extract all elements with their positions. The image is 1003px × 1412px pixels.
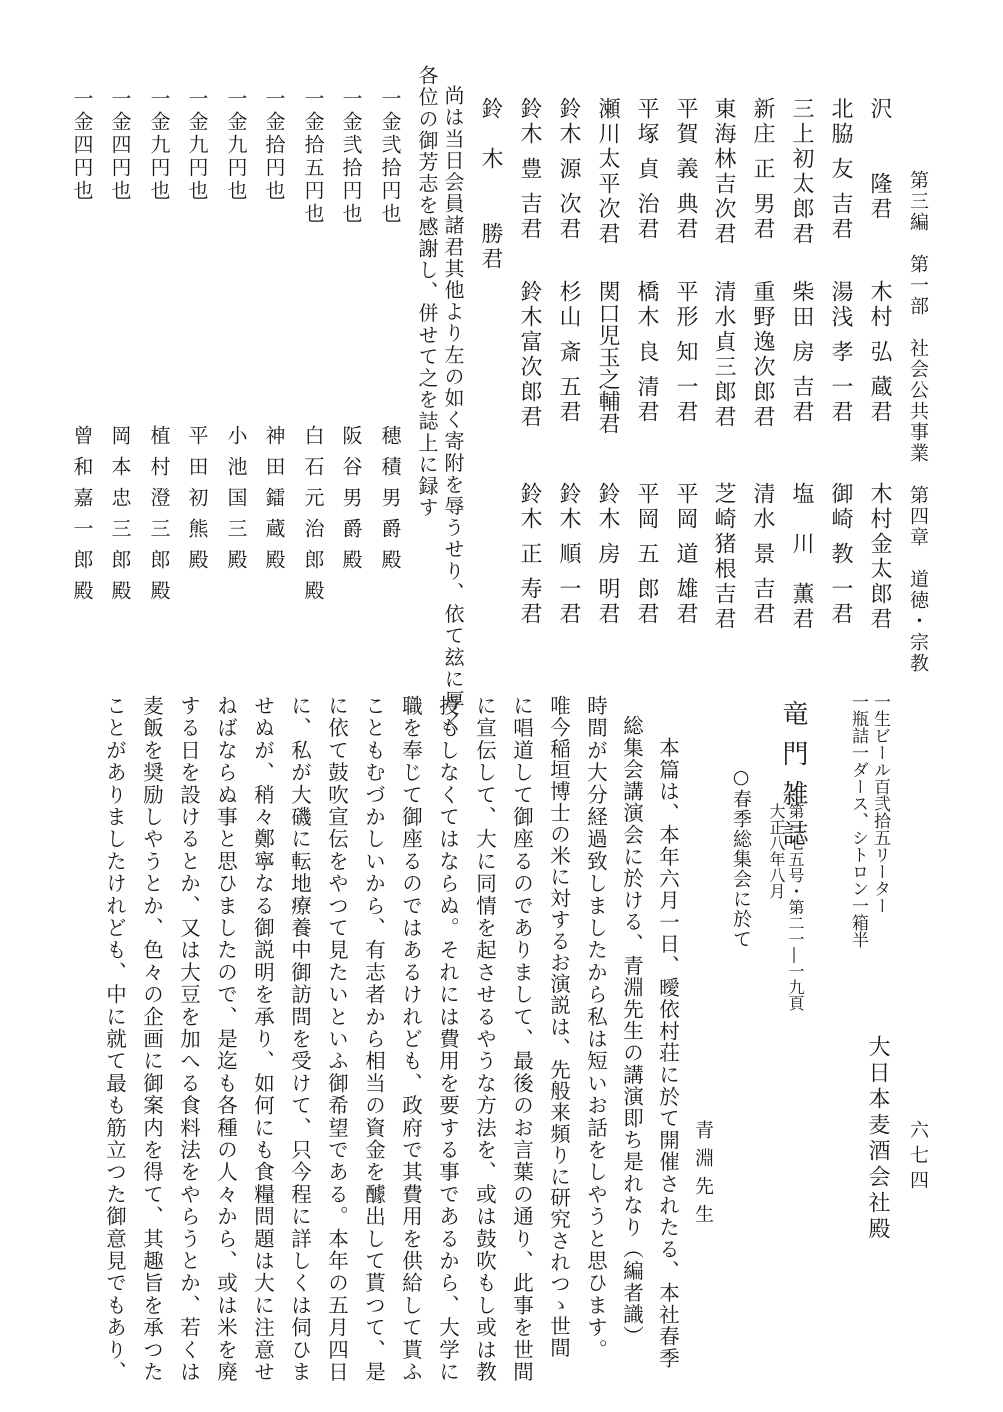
member-name: 御崎 教 一君 [828, 482, 853, 627]
donation-amount: 一金弐拾円也 [339, 88, 363, 226]
body-line: に唱道して御座るのでありまして、最後のお言葉の通り、此事を世間 [509, 695, 534, 1384]
donor-name: 小池国三殿 [224, 425, 248, 580]
member-name: 北脇 友 吉君 [828, 97, 853, 242]
member-name: 清水 景 吉君 [750, 482, 775, 627]
member-column [711, 97, 736, 632]
body-line: ことがありましたけれども、中に就て最も筋立つた御意見でもあり、 [102, 695, 127, 1384]
member-column [789, 97, 814, 632]
member-column [867, 97, 892, 632]
member-name: 平岡 五 郎君 [634, 482, 659, 627]
running-title: 第三編 第一部 社会公共事業 第四章 道徳・宗教 [907, 170, 929, 674]
body-line: に依て鼓吹宣伝をやつて見たいといふ御希望である。本年の五月四日 [324, 695, 349, 1384]
body-line: 麦飯を奨励しやうとか、色々の企画に御案内を得て、其趣旨を承つた [139, 695, 164, 1384]
body-line: 授もしなくてはならぬ。それには費用を要する事であるから、大学に [435, 695, 460, 1384]
member-name: 鈴 木 勝君 [478, 97, 503, 272]
member-name: 木村金太郎君 [867, 482, 892, 632]
page-number: 六七四 [907, 1120, 929, 1195]
member-name: 沢 隆君 [867, 97, 892, 222]
member-name: 平岡 道 雄君 [673, 482, 698, 627]
editor-note-line: 本篇は、本年六月一日、曖依村荘に於て開催されたる、本社春季 [655, 737, 680, 1370]
donation-amount: 一金弐拾円也 [378, 88, 402, 226]
member-name: 平賀 義 典君 [673, 97, 698, 242]
announcement-line: 尚は当日会員諸君其他より左の如く寄附を辱うせり、依て玆に厚く [441, 85, 465, 733]
donor-name: 穂積男爵殿 [378, 425, 402, 580]
body-line: する日を設けるとか、又は大豆を加へる食料法をやらうとか、若くは [176, 695, 201, 1384]
member-name: 新庄 正 男君 [750, 97, 775, 242]
member-name: 平塚 貞 治君 [634, 97, 659, 242]
member-name: 鈴木 順 一君 [556, 482, 581, 627]
donation-entry [185, 88, 209, 580]
body-line: 時間が大分経過致しましたから私は短いお話をしやうと思ひます。 [583, 695, 608, 1361]
member-name: 平形 知 一君 [673, 280, 698, 425]
donor-name: 阪谷男爵殿 [339, 425, 363, 580]
donor-name: 神田鐳蔵殿 [262, 425, 286, 580]
member-column [828, 97, 853, 627]
donation-entry [339, 88, 363, 580]
member-column [673, 97, 698, 627]
editor-note-line: 総集会講演会に於ける、青淵先生の講演即ち是れなり（編者識） [619, 715, 644, 1348]
donation-amount: 一金四円也 [70, 88, 94, 203]
member-name: 鈴木 豊 吉君 [517, 97, 542, 242]
member-name: 木村 弘 蔵君 [867, 280, 892, 425]
article-title: 竜門雑誌 [778, 700, 808, 860]
member-name: 湯浅 孝 一君 [828, 280, 853, 425]
body-line: ねばならぬ事と思ひましたので、是迄も各種の人々から、或は米を廃 [213, 695, 238, 1384]
donor-name: 平田初熊殿 [185, 425, 209, 580]
member-name: 杉山 斎 五君 [556, 280, 581, 425]
donation-amount: 一金九円也 [147, 88, 171, 203]
member-name: 東海林吉次君 [711, 97, 736, 247]
body-line: 唯今稲垣博士の米に対するお演説は、先般来頻りに研究されつゝ世間 [546, 695, 571, 1359]
member-name: 清水貞三郎君 [711, 280, 736, 430]
donation-entry [70, 88, 94, 611]
donation-amount: 一金拾五円也 [301, 88, 325, 226]
member-name: 芝崎猪根吉君 [711, 482, 736, 632]
donation-entry [224, 88, 248, 580]
member-name: 瀬川太平次君 [595, 97, 620, 247]
member-name: 関口児玉之輔君 [595, 280, 620, 434]
donation-entry [301, 88, 325, 611]
body-line: に、私が大磯に転地療養中御訪問を受けて、只今程に詳しくは伺ひま [287, 695, 312, 1384]
donation-amount: 一金拾円也 [262, 88, 286, 203]
donation-entry [147, 88, 171, 611]
member-column [517, 97, 542, 627]
donation-entry [378, 88, 402, 580]
member-name: 鈴木 正 寿君 [517, 482, 542, 627]
donation-entry [262, 88, 286, 580]
donation-amount: 一金四円也 [108, 88, 132, 203]
article-subtitle: ○春季総集会に於て [730, 766, 752, 949]
member-column [556, 97, 581, 627]
body-line: に宣伝して、大に同情を起させるやうな方法を、或は鼓吹もし或は教 [472, 695, 497, 1384]
member-name: 鈴木 房 明君 [595, 482, 620, 627]
donation-amount: 一金九円也 [185, 88, 209, 203]
beer-donation-line: 一生ビール百弐拾五リーター [870, 693, 890, 914]
member-name: 塩 川 薫君 [789, 482, 814, 632]
member-column [479, 97, 501, 272]
article-author: 青淵先生 [692, 1120, 714, 1232]
member-column [595, 97, 620, 627]
donation-entry [108, 88, 132, 611]
member-name: 重野逸次郎君 [750, 280, 775, 430]
issue-number: 第三七五号・第二一―一九頁 [786, 803, 805, 1011]
member-column [634, 97, 659, 627]
member-name: 柴田 房 吉君 [789, 280, 814, 425]
member-name: 三上初太郎君 [789, 97, 814, 247]
donor-name: 曾和嘉一郎殿 [70, 425, 94, 611]
member-name: 鈴木 源 次君 [556, 97, 581, 242]
member-name: 橋木 良 清君 [634, 280, 659, 425]
body-line: せぬが、稍々鄭寧なる御説明を承り、如何にも食糧問題は大に注意せ [250, 695, 275, 1384]
donation-amount: 一金九円也 [224, 88, 248, 203]
donor-name: 植村澄三郎殿 [147, 425, 171, 611]
beer-donor: 大日本麦酒会社殿 [865, 1035, 890, 1243]
body-line: 職を奉じて御座るのではあるけれども、政府で其費用を供給して貰ふ [398, 695, 423, 1384]
donor-name: 白石元治郎殿 [301, 425, 325, 611]
member-column [750, 97, 775, 627]
body-line: こともむづかしいから、有志者から相当の資金を醵出して貰つて、是 [361, 695, 386, 1384]
beer-donation-line: 一瓶詰一ダース、シトロン一箱半 [848, 693, 868, 948]
issue-date: 大正八年八月 [767, 803, 786, 899]
announcement-line: 各位の御芳志を感謝し、併せて之を誌上に録す [415, 65, 439, 519]
member-name: 鈴木富次郎君 [517, 280, 542, 430]
donor-name: 岡本忠三郎殿 [108, 425, 132, 611]
